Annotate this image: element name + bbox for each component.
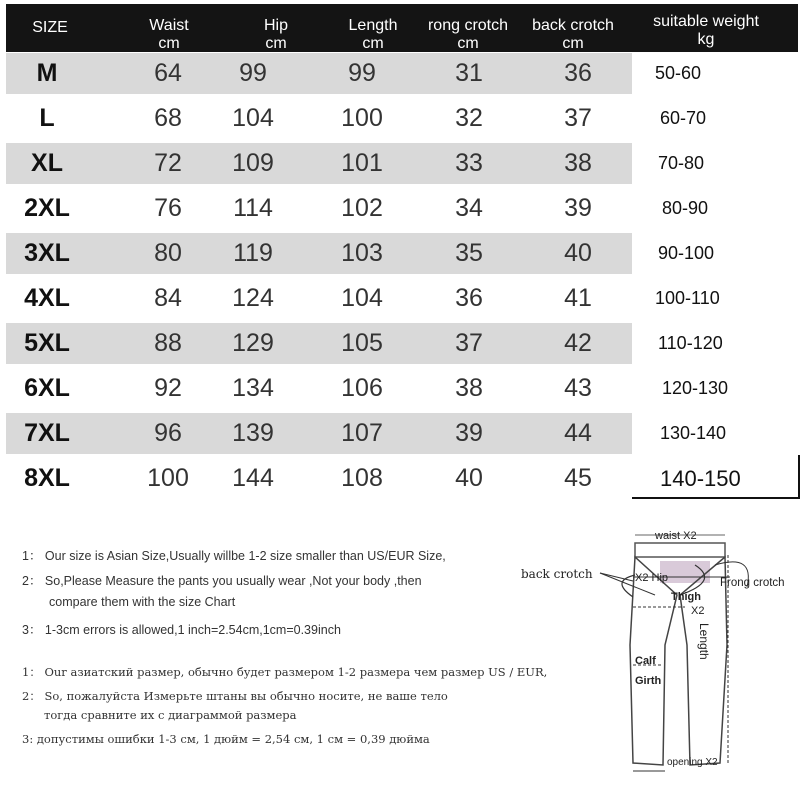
table-row [0,98,800,139]
cell-back: 44 [564,419,592,447]
cell-hip: 114 [233,194,273,222]
note-en-2: 2： So,Please Measure the pants you usually wear ,Not your body ,then [22,574,422,588]
table-row [0,368,800,409]
cell-hip: 144 [232,464,274,492]
cell-hip: 119 [233,239,273,267]
label-girth: Girth [635,675,662,687]
cell-size: 2XL [24,194,70,222]
header-length: Length cm [348,17,398,52]
cell-size: 8XL [24,464,70,492]
cell-front: 35 [455,239,483,267]
cell-waist: 68 [154,104,182,132]
cell-weight: 120-130 [662,378,729,398]
table-header [6,4,798,52]
cell-length: 104 [341,284,383,312]
header-weight: suitable weight kg [653,13,759,48]
label-thigh: Thigh [671,591,701,603]
note-en-1: 1： Our size is Asian Size,Usually willbe 1-2 size smaller than US/EUR Size, [22,549,446,563]
cell-waist: 84 [154,284,182,312]
cell-size: L [39,104,55,132]
cell-back: 45 [564,464,592,492]
cell-front: 31 [455,59,483,87]
table-row [0,143,800,184]
cell-back: 39 [564,194,592,222]
cell-front: 37 [455,329,483,357]
label-waist: waist X2 [655,530,697,542]
cell-waist: 64 [154,59,182,87]
table-row [0,323,800,364]
table-row [0,233,800,274]
note-ru-4: 3: допустимы ошибки 1-3 см, 1 дюйм = 2,54 см, 1 см = 0,39 дюйма [22,732,430,746]
header-front-crotch: rong crotch cm [427,17,509,52]
cell-hip: 139 [232,419,274,447]
cell-weight: 70-80 [658,153,705,173]
cell-size: XL [31,149,63,177]
cell-length: 105 [341,329,383,357]
cell-waist: 100 [147,464,189,492]
cell-hip: 99 [239,59,267,87]
cell-weight: 110-120 [658,333,723,353]
cell-waist: 88 [154,329,182,357]
cell-front: 36 [455,284,483,312]
cell-length: 99 [348,59,376,87]
cell-front: 32 [455,104,483,132]
cell-front: 38 [455,374,483,402]
label-length: Length [697,623,711,660]
cell-weight: 90-100 [658,243,715,263]
cell-size: 5XL [24,329,70,357]
cell-weight: 140-150 [660,466,741,491]
cell-waist: 72 [154,149,182,177]
cell-length: 106 [341,374,383,402]
cell-weight: 50-60 [655,63,702,83]
cell-back: 43 [564,374,592,402]
cell-hip: 104 [232,104,274,132]
cell-size: 4XL [24,284,70,312]
cell-back: 41 [564,284,592,312]
cell-back: 38 [564,149,592,177]
note-ru-3: тогда сравните их с диаграммой размера [44,708,297,722]
label-opening: opening X2 [667,757,718,768]
table-row [0,53,800,94]
cell-front: 39 [455,419,483,447]
cell-length: 108 [341,464,383,492]
cell-hip: 134 [232,374,274,402]
cell-back: 40 [564,239,592,267]
cell-weight: 130-140 [660,423,727,443]
cell-size: M [36,59,58,87]
cell-waist: 76 [154,194,182,222]
cell-back: 37 [564,104,592,132]
label-thigh-x2: X2 [691,605,705,617]
pants-outline-svg [515,525,800,795]
cell-front: 34 [455,194,483,222]
cell-length: 103 [341,239,383,267]
cell-length: 101 [341,149,383,177]
header-waist: Waist cm [149,17,189,52]
cell-waist: 96 [154,419,182,447]
label-calf: Calf [635,655,656,667]
table-row [0,413,800,454]
cell-size: 6XL [24,374,70,402]
cell-front: 33 [455,149,483,177]
weight-cell-border [632,455,800,499]
label-hip: X2 Hip [635,572,669,584]
cell-length: 107 [341,419,383,447]
cell-length: 102 [341,194,383,222]
note-ru-2: 2： So, пожалуйста Измерьте штаны вы обычно носите, не ваше тело [22,689,448,703]
cell-hip: 129 [232,329,274,357]
cell-front: 40 [455,464,483,492]
cell-size: 7XL [24,419,70,447]
cell-hip: 109 [232,149,274,177]
cell-back: 36 [564,59,592,87]
pants-diagram [515,525,800,795]
cell-length: 100 [341,104,383,132]
note-ru-1: 1： Our азиатский размер, обычно будет размером 1-2 размера чем размер US / EUR, [22,665,548,679]
table-row [0,188,800,229]
cell-weight: 100-110 [655,288,720,308]
table-row [0,278,800,319]
cell-waist: 92 [154,374,182,402]
cell-waist: 80 [154,239,182,267]
note-en-3: compare them with the size Chart [49,595,236,609]
cell-back: 42 [564,329,592,357]
cell-weight: 60-70 [660,108,707,128]
cell-weight: 80-90 [662,198,709,218]
label-back-crotch: back crotch [521,567,593,581]
header-hip: Hip cm [263,17,288,52]
header-size: SIZE [32,19,68,36]
label-front-crotch: Frong crotch [720,577,785,589]
note-en-4: 3： 1-3cm errors is allowed,1 inch=2.54cm,1cm=0.39inch [22,623,341,637]
header-back-crotch: back crotch cm [532,17,614,52]
cell-hip: 124 [232,284,274,312]
cell-size: 3XL [24,239,70,267]
